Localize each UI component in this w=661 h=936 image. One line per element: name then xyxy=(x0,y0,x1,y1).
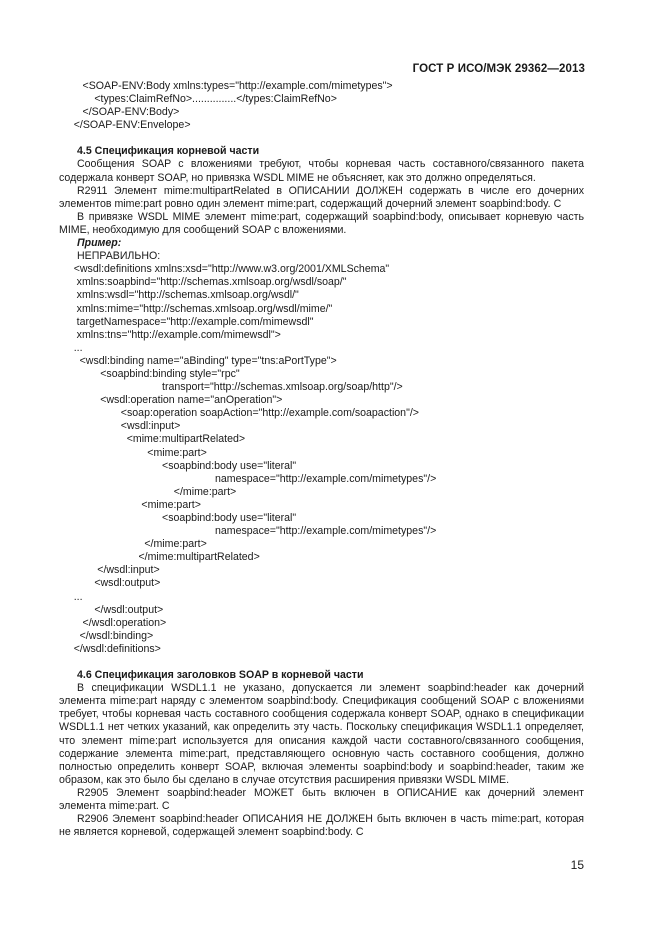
code-line: <wsdl:binding name="aBinding" type="tns:aPortType"> xyxy=(59,354,337,367)
code-line: </wsdl:binding> xyxy=(59,629,154,642)
code-line: targetNamespace="http://example.com/mimewsdl" xyxy=(59,315,314,328)
code-line: <SOAP-ENV:Body xmlns:types="http://example.com/mimetypes"> xyxy=(59,80,393,92)
code-line: </wsdl:output> xyxy=(59,603,164,616)
example-code-block xyxy=(59,263,584,656)
paragraph: В спецификации WSDL1.1 не указано, допускается ли элемент soapbind:header как дочерний элемента mime:part наряду с элементом soapbind:body. Спецификация сообщений SOAP с вложениями требует, чтобы корневая часть составного сообщения содержала конверт SOAP, однако в спецификации WSDL1.1 нет четких указаний, как определить эту часть. Поскольку спецификация WSDL1.1 определяет, что элемент mime:part используется для описания каждой части составного/связанного сообщения, содержание элемента mime:part, представляющего основную часть составного сообщения, должно полностью определить конверт SOAP, включая элементы soapbind:body и soapbind:header, таким же образом, как это было бы сделано в случае отсутствия расширения привязки WSDL MIME. xyxy=(59,682,584,786)
code-line: ... xyxy=(59,590,83,603)
code-line: <wsdl:definitions xmlns:xsd="http://www.w3.org/2001/XMLSchema" xyxy=(59,263,390,276)
code-line: </SOAP-ENV:Body> xyxy=(59,106,180,119)
code-line: <types:ClaimRefNo>...............</types:ClaimRefNo> xyxy=(59,93,337,106)
code-line: xmlns:wsdl="http://schemas.xmlsoap.org/wsdl/" xyxy=(59,289,299,302)
section-heading-4-5: 4.5 Спецификация корневой части xyxy=(77,145,260,158)
code-line: <soapbind:binding style="rpc" xyxy=(59,367,240,380)
code-line: namespace="http://example.com/mimetypes"/> xyxy=(59,472,437,485)
code-line: </SOAP-ENV:Envelope> xyxy=(59,119,191,132)
code-line: transport="http://schemas.xmlsoap.org/soap/http"/> xyxy=(59,381,403,394)
document-body xyxy=(59,80,584,839)
code-line: <mime:multipartRelated> xyxy=(59,433,246,446)
code-line: namespace="http://example.com/mimetypes"/> xyxy=(59,525,437,538)
document-header: ГОСТ Р ИСО/МЭК 29362—2013 xyxy=(412,63,585,75)
requirement-r2905: R2905 Элемент soapbind:header МОЖЕТ быть включен в ОПИСАНИЕ как дочерний элемент элемента mime:part. C xyxy=(59,786,584,812)
code-line: <wsdl:operation name="anOperation"> xyxy=(59,394,283,407)
code-line: xmlns:soapbind="http://schemas.xmlsoap.org/wsdl/soap/" xyxy=(59,276,347,289)
code-line: <wsdl:output> xyxy=(59,577,161,590)
code-line: </mime:part> xyxy=(59,485,237,498)
code-line: <mime:part> xyxy=(59,446,207,459)
code-line: xmlns:mime="http://schemas.xmlsoap.org/wsdl/mime/" xyxy=(59,302,333,315)
code-line: </wsdl:definitions> xyxy=(59,642,161,655)
code-line: </wsdl:operation> xyxy=(59,616,167,629)
page-number: 15 xyxy=(570,858,584,872)
code-line: <soapbind:body use="literal" xyxy=(59,459,297,472)
wrong-label: НЕПРАВИЛЬНО: xyxy=(77,250,161,263)
section-heading-4-6: 4.6 Спецификация заголовков SOAP в корневой части xyxy=(77,669,364,682)
paragraph: В привязке WSDL MIME элемент mime:part, содержащий soapbind:body, описывает корневую часть MIME, необходимую для сообщений SOAP с вложениями. xyxy=(59,210,584,236)
requirement-r2911: R2911 Элемент mime:multipartRelated в ОПИСАНИИ ДОЛЖЕН содержать в числе его дочерних элементов mime:part ровно один элемент mime:part, содержащий дочерний элемент soapbind:body. C xyxy=(59,184,584,210)
code-line: <mime:part> xyxy=(59,498,201,511)
code-line: </mime:part> xyxy=(59,538,207,551)
code-line: <soapbind:body use="literal" xyxy=(59,512,297,524)
example-label: Пример: xyxy=(77,237,122,250)
code-line: xmlns:tns="http://example.com/mimewsdl"> xyxy=(59,328,281,341)
code-line: </mime:multipartRelated> xyxy=(59,551,260,564)
code-line: <wsdl:input> xyxy=(59,420,181,433)
requirement-r2906: R2906 Элемент soapbind:header ОПИСАНИЯ НЕ ДОЛЖЕН быть включен в часть mime:part, которая не является корневой, содержащей элемент soapbind:body. C xyxy=(59,813,584,839)
top-code-block xyxy=(59,80,584,132)
code-line: ... xyxy=(59,341,83,354)
paragraph: Сообщения SOAP с вложениями требуют, чтобы корневая часть составного/связанного пакета содержала конверт SOAP, но привязка WSDL MIME не объясняет, как это должно определяться. xyxy=(59,158,584,184)
code-line: <soap:operation soapAction="http://example.com/soapaction"/> xyxy=(59,407,419,420)
code-line: </wsdl:input> xyxy=(59,564,160,577)
